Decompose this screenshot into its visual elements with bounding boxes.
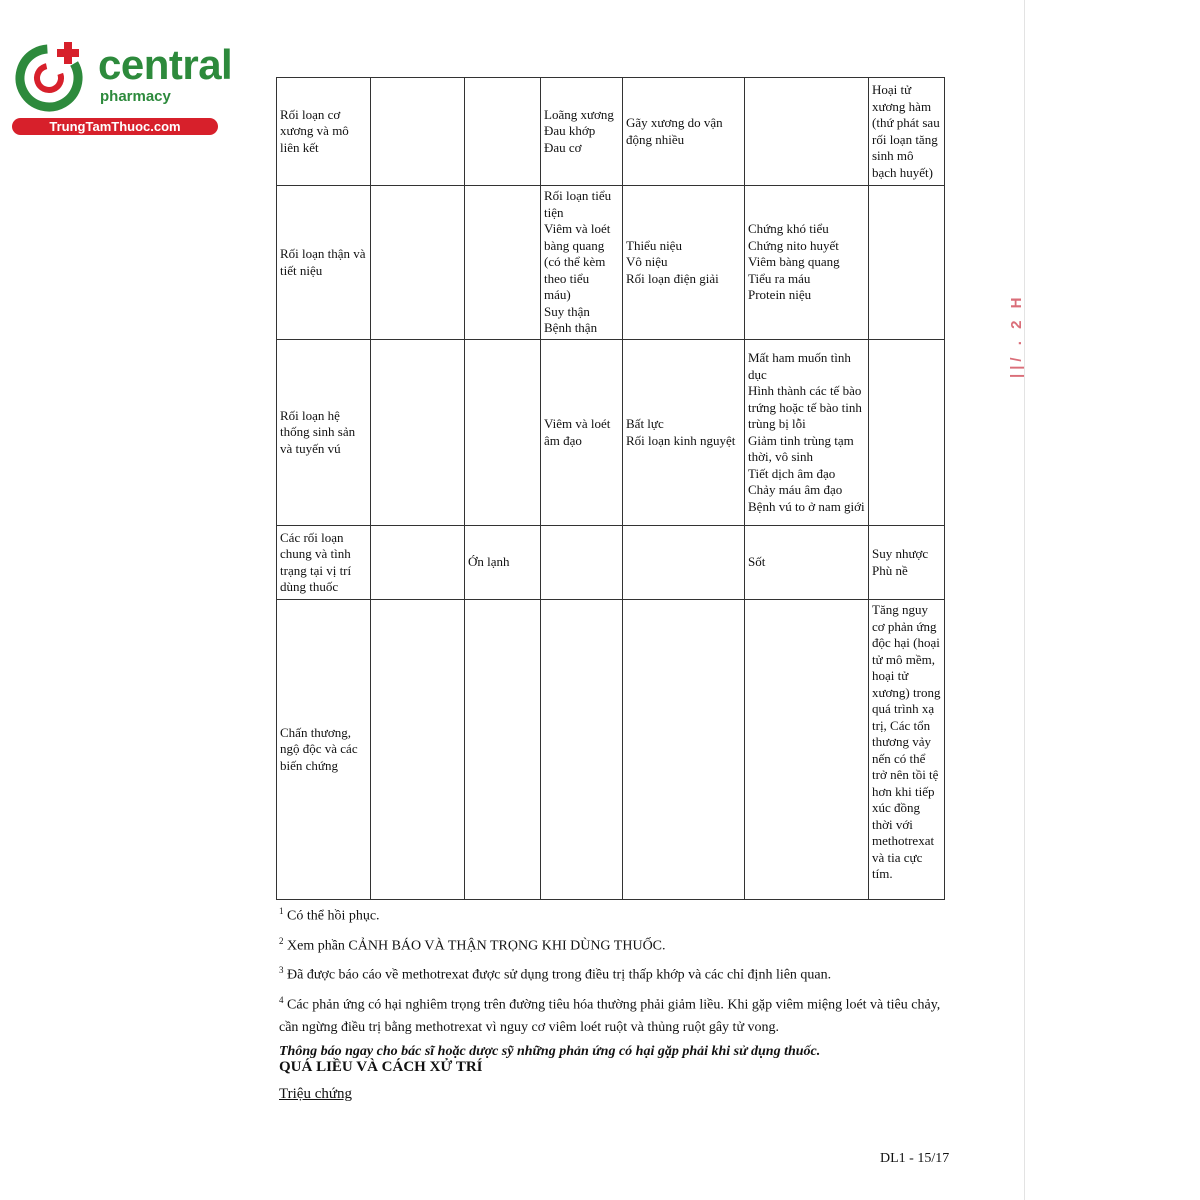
table-cell: [371, 78, 465, 186]
table-cell-system: Rối loạn cơ xương và mô liên kết: [277, 78, 371, 186]
table-cell: Gãy xương do vận động nhiều: [623, 78, 745, 186]
table-cell-system: Rối loạn hệ thống sinh sản và tuyến vú: [277, 340, 371, 526]
footnotes: [279, 900, 951, 1065]
page-edge-divider: [1024, 0, 1025, 1200]
table-cell: [371, 340, 465, 526]
table-cell: [541, 526, 623, 600]
table-cell: Ớn lạnh: [465, 526, 541, 600]
table-cell: [371, 600, 465, 900]
table-cell: [869, 340, 945, 526]
table-cell: [541, 600, 623, 900]
table-cell: [623, 526, 745, 600]
page-number: DL1 - 15/17: [880, 1151, 950, 1166]
table-cell: Loãng xương Đau khớp Đau cơ: [541, 78, 623, 186]
table-cell: [465, 186, 541, 340]
red-stamp-mark: ||/ . 2 H: [1008, 293, 1025, 378]
table-cell-system: Các rối loạn chung và tình trạng tại vị trí dùng thuốc: [277, 526, 371, 600]
table-row: [277, 600, 945, 900]
table-cell: Chứng khó tiểu Chứng nito huyết Viêm bàng quang Tiểu ra máu Protein niệu: [745, 186, 869, 340]
table-row: [277, 340, 945, 526]
table-cell: [745, 78, 869, 186]
table-cell: Mất ham muốn tình dục Hình thành các tế bào trứng hoặc tế bào tinh trùng bị lỗi Giảm tinh trùng tạm thời, vô sinh Tiết dịch âm đạo Chảy máu âm đạo Bệnh vú to ở nam giới: [745, 340, 869, 526]
table-cell: [869, 186, 945, 340]
table-cell: [745, 600, 869, 900]
section-subheading: Triệu chứng: [279, 1086, 352, 1102]
footnote: $^2$ Xem phần CẢNH BÁO VÀ THẬN TRỌNG KHI DÙNG THUỐC.: [279, 935, 666, 954]
table-cell: Tăng nguy cơ phản ứng độc hại (hoại tử mô mềm, hoại tử xương) trong quá trình xạ trị, Các tổn thương vảy nến có thể trở nên tồi tệ hơn khi tiếp xúc đồng thời với methotrexat và tia cực tím.: [869, 600, 945, 900]
brand-name: central: [98, 41, 233, 88]
reporting-warning: Thông báo ngay cho bác sĩ hoặc dược sỹ những phản ứng có hại gặp phải khi sử dụng thuốc.: [279, 1043, 821, 1059]
brand-logo: [8, 38, 233, 138]
table-cell: [371, 526, 465, 600]
footnote: $^1$ Có thể hồi phục.: [279, 906, 380, 924]
table-cell: Hoại tử xương hàm (thứ phát sau rối loạn tăng sinh mô bạch huyết): [869, 78, 945, 186]
table-cell: [465, 78, 541, 186]
table-row: [277, 526, 945, 600]
table-cell: [623, 600, 745, 900]
table-cell: Sốt: [745, 526, 869, 600]
brand-url: TrungTamThuoc.com: [12, 118, 218, 135]
table-cell: [371, 186, 465, 340]
footnote: $^4$ Các phản ứng có hại nghiêm trọng trên đường tiêu hóa thường phải giảm liều. Khi gặp viêm miệng loét và tiêu chảy, cần ngừng điều trị bằng methotrexat vì nguy cơ viêm loét ruột và thủng ruột gây tử vong.: [279, 994, 941, 1035]
pharmacy-cross-logo-icon: [12, 38, 90, 116]
table-cell: Suy nhược Phù nề: [869, 526, 945, 600]
footnote: $^3$ Đã được báo cáo về methotrexat được sử dụng trong điều trị thấp khớp và các chỉ định liên quan.: [279, 965, 832, 983]
table-cell: Viêm và loét âm đạo: [541, 340, 623, 526]
table-cell: Rối loạn tiểu tiện Viêm và loét bàng quang (có thể kèm theo tiểu máu) Suy thận Bệnh thận: [541, 186, 623, 340]
table-cell: Bất lực Rối loạn kinh nguyệt: [623, 340, 745, 526]
table-cell-system: Rối loạn thận và tiết niệu: [277, 186, 371, 340]
section-heading: QUÁ LIỀU VÀ CÁCH XỬ TRÍ: [279, 1059, 483, 1075]
table-cell-system: Chấn thương, ngộ độc và các biến chứng: [277, 600, 371, 900]
table-row: [277, 78, 945, 186]
table-cell: Thiểu niệu Vô niệu Rối loạn điện giải: [623, 186, 745, 340]
table-row: [277, 186, 945, 340]
table-cell: [465, 340, 541, 526]
brand-subtitle: pharmacy: [100, 88, 171, 105]
adverse-effects-table: [276, 77, 945, 900]
table-cell: [465, 600, 541, 900]
